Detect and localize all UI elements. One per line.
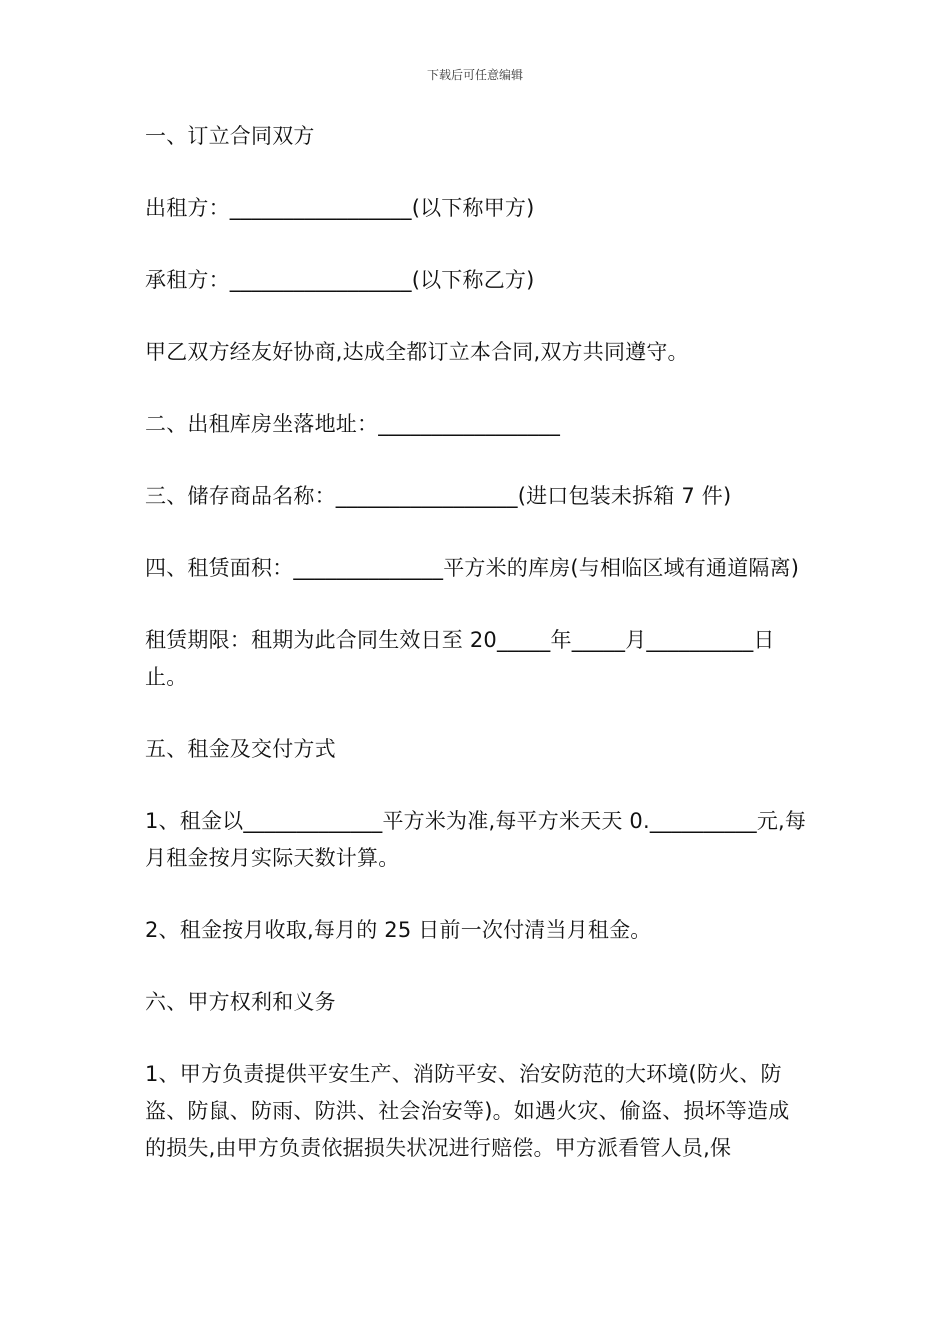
document-body <box>145 118 807 1167</box>
section-heading-rent: 五、租金及交付方式 <box>145 737 336 761</box>
header-note: 下载后可任意编辑 <box>426 68 523 82</box>
lease-term-line: 租赁期限：租期为此合同生效日至 20_____年_____月__________日止。 <box>145 628 775 689</box>
party-a-clause-1: 1、甲方负责提供平安生产、消防平安、治安防范的大环境(防火、防盗、防鼠、防雨、防洪、社会治安等)。如遇火灾、偷盗、损坏等造成的损失,由甲方负责依据损失状况进行赔偿。甲方派看管人员,保 <box>145 1062 790 1160</box>
lessee-line: 承租方：_________________(以下称乙方) <box>145 268 535 292</box>
rent-clause-1: 1、租金以_____________平方米为准,每平方米天天 0.__________元,每月租金按月实际天数计算。 <box>145 809 807 870</box>
section-heading-party-a-duties: 六、甲方权利和义务 <box>145 990 336 1014</box>
section-heading-address: 二、出租库房坐落地址：_________________ <box>145 412 561 436</box>
section-heading-area: 四、租赁面积：______________平方米的库房(与相临区域有通道隔离) <box>145 556 800 580</box>
lessor-line: 出租方：_________________(以下称甲方) <box>145 196 535 220</box>
section-heading-goods: 三、储存商品名称：_________________(进口包装未拆箱 7 件) <box>145 484 732 508</box>
agreement-statement: 甲乙双方经友好协商,达成全都订立本合同,双方共同遵守。 <box>145 340 689 364</box>
section-heading-parties: 一、订立合同双方 <box>145 124 315 148</box>
rent-clause-2: 2、租金按月收取,每月的 25 日前一次付清当月租金。 <box>145 918 652 942</box>
